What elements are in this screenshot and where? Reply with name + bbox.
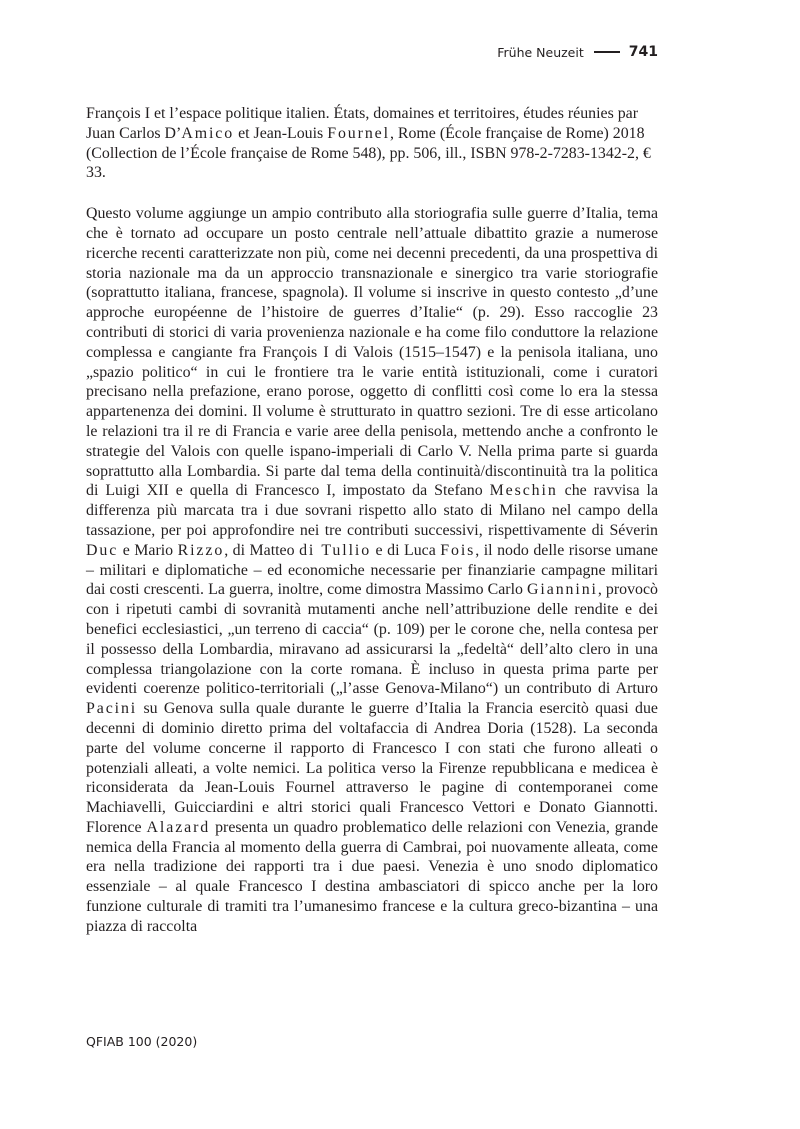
author-name: Giannini	[527, 581, 598, 599]
author-name: Duc	[86, 541, 119, 559]
page-body	[86, 104, 658, 937]
review-text: , provocò con i ripetuti cambi di sovranità mutamenti anche nell’attribuzione delle rendite e dei benefici ecclesiastici, „un terreno di caccia“ (p. 109) per le corone che, nella contesa per il possesso della Lombardia, miravano ad assicurarsi la „fedeltà“ dell’alto clero in una complessa triangolazione con la corte romana. È incluso in questa prima parte per evidenti coerenze politico-territoriali („l’asse Genova-Milano“) un contributo di Arturo	[86, 581, 658, 698]
section-title: Frühe Neuzeit	[497, 44, 584, 60]
author-name: Alazard	[146, 818, 211, 836]
review-text: , il nodo delle risorse umane – militari e diplomatiche – ed economiche necessarie per finanziarie campagne militari dai costi crescenti. La guerra, inoltre, come dimostra Massimo Carlo	[86, 541, 658, 599]
editor-surname: Amico	[181, 124, 235, 142]
review-text: su Genova sulla quale durante le guerre d’Italia la Francia esercitò quasi due decenni di dominio diretto prima del voltafaccia di Andrea Doria (1528). La seconda parte del volume concerne il rapporto di Francesco I con stati che furono alleati o potenziali alleati, a volte nemici. La politica verso la Firenze repubblicana e medicea è riconsiderata da Jean-Louis Fournel attraverso le pagine di contemporanei come Machiavelli, Guicciardini e altri storici quali Francesco Vettori e Donato Giannotti. Florence	[86, 700, 658, 836]
citation-text: , Rome (École française de Rome) 2018 (Collection de l’École française de Rome 548), pp. 506, ill., ISBN 978-2-7283-1342-2, € 33.	[86, 124, 651, 182]
citation-text: François I et l’espace politique italien. États, domaines et territoires, études réunies par Juan Carlos D’	[86, 105, 639, 142]
citation-text: et Jean-Louis	[234, 124, 328, 142]
header-rule	[594, 51, 620, 53]
author-name: di Tullio	[299, 541, 372, 559]
review-text: e Mario	[118, 541, 178, 559]
review-text: che ravvisa la differenza più marcata tra i due sovrani rispetto allo stato di Milano nel campo della tassazione, per poi approfondire nei tre contributi successivi, rispettivamente di Séverin	[86, 482, 659, 539]
book-citation	[86, 104, 658, 183]
author-name: Pacini	[86, 700, 138, 718]
page-number: 741	[628, 44, 658, 60]
author-name: Fois	[440, 541, 476, 559]
review-text: presenta un quadro problematico delle relazioni con Venezia, grande nemica della Francia al momento della guerra di Cambrai, poi nuovamente alleata, come era nella tradizione dei rapporti tra i due paesi. Venezia è uno snodo diplomatico essenziale – al quale Francesco I destina ambasciatori di spicco anche per la loro funzione culturale di tramiti tra l’umanesimo francese e la cultura greco-bizantina – una piazza di raccolta	[86, 818, 658, 935]
review-text: Questo volume aggiunge un ampio contributo alla storiografia sulle guerre d’Italia, tema che è tornato ad occupare un posto centrale nell’attuale dibattito grazie a numerose ricerche recenti caratterizzate non più, come nei decenni precedenti, da una prospettiva di storia nazionale ma da un approccio transnazionale e sinergico tra varie storiografie (soprattutto italiana, francese, spagnola). Il volume si inscrive in questo contesto „d’une approche européenne de l’histoire de guerres d’Italie“ (p. 29). Esso raccoglie 23 contributi di storici di varia provenienza nazionale e ha come filo conduttore la relazione complessa e cangiante fra François I di Valois (1515–1547) e la penisola italiana, uno „spazio politico“ in cui le frontiere tra le varie entità istituzionali, come i curatori precisano nella prefazione, erano porose, oggetto di conflitti così come lo era la stessa appartenenza dei domini. Il volume è strutturato in quattro sezioni. Tre di esse articolano le relazioni tra il re di Francia e varie aree della penisola, mettendo anche a confronto le strategie del Valois con quelle ispano-imperiali di Carlo V. Nella prima parte si guarda soprattutto alla Lombardia. Si parte dal tema della continuità/discontinuità tra la politica di Luigi XII e quella di Francesco I, impostato da Stefano	[86, 205, 658, 500]
review-text: , di Matteo	[224, 541, 300, 559]
author-name: Rizzo	[177, 541, 225, 559]
running-header	[497, 44, 658, 60]
author-name: Meschin	[489, 482, 558, 500]
review-text: e di Luca	[371, 541, 441, 559]
editor-surname: Fournel	[327, 124, 390, 142]
review-paragraph	[86, 204, 658, 936]
running-footer: QFIAB 100 (2020)	[86, 1034, 198, 1049]
